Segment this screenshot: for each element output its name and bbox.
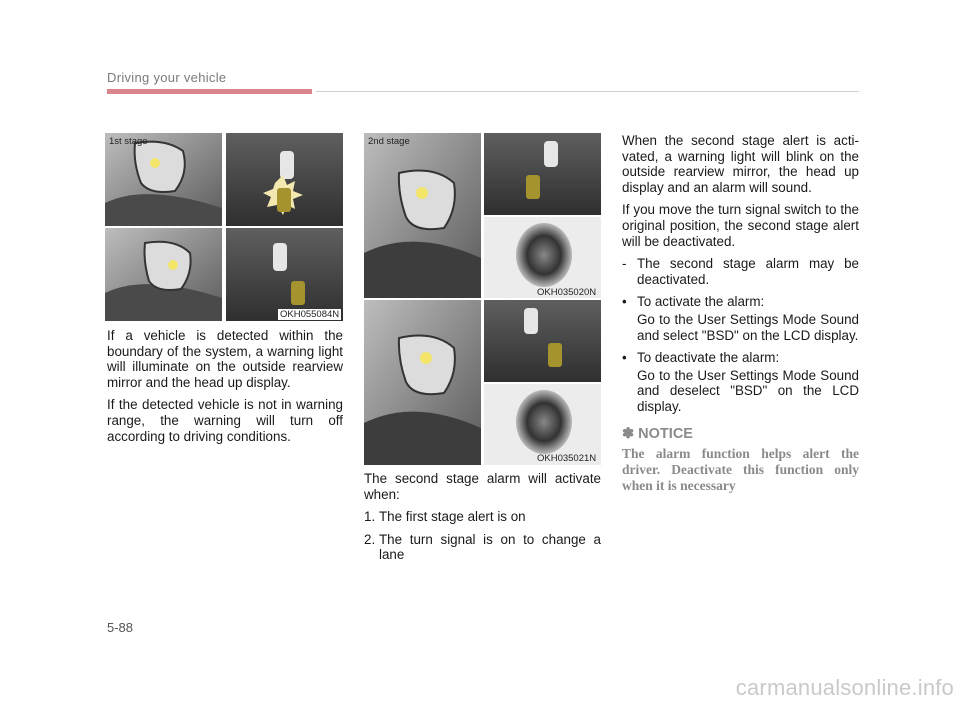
column-3-text <box>622 133 859 501</box>
warning-light-icon <box>150 158 160 168</box>
figure2-code-bottom: OKH035021N <box>537 453 597 464</box>
section-accent-bar <box>107 89 312 94</box>
list-item-second <box>364 532 601 563</box>
dash-item-text: The second stage alarm may be deactivated. <box>637 256 859 287</box>
warning-light-stage2-b-icon <box>420 352 432 364</box>
paragraph-turn-signal: If you move the turn signal switch to the original position, the second stage alert will be deactivated. <box>622 202 859 249</box>
paragraph-second-stage-activated: When the second stage alert is activated, a warning light will blink on the outside rearview mirror, the head up display and an alarm will sound. <box>622 133 859 195</box>
figure-second-stage <box>364 133 601 465</box>
paragraph-not-in-range: If the detected vehicle is not in warning range, the warning will turn off according to driving conditions. <box>107 397 343 444</box>
deactivate-label: To deactivate the alarm: <box>637 350 780 366</box>
column-1-text <box>107 328 343 451</box>
paragraph-second-stage-when: The second stage alarm will activate when: <box>364 471 601 502</box>
bullet-marker-1: • <box>622 294 627 310</box>
side-mirror-stage2 <box>399 171 455 230</box>
notice-title: ✽ NOTICE <box>622 425 693 442</box>
bullet-activate <box>622 294 859 310</box>
bullet-marker-2: • <box>622 350 627 366</box>
side-mirror-stage2-b <box>399 336 455 395</box>
detected-car-stage2-b <box>548 343 562 367</box>
figure1-stage-label: 1st stage <box>109 136 148 147</box>
list-item-first <box>364 509 601 525</box>
figure2-code-top: OKH035020N <box>537 287 597 298</box>
list-item-second-text: The turn signal is on to change a lane <box>379 531 601 563</box>
own-car-shape <box>280 151 294 179</box>
column-2-text <box>364 471 601 570</box>
activate-label: To activate the alarm: <box>637 294 765 310</box>
overhead-panel-bottom <box>226 228 343 321</box>
list-item-first-text: The first stage alert is on <box>379 509 526 525</box>
warning-light-icon-2 <box>168 260 178 270</box>
dash-item <box>622 256 859 287</box>
paragraph-detected: If a vehicle is detected within the boundary of the system, a warning light will illuminate on the outside rearview mirror and the head up display. <box>107 328 343 390</box>
figure2-stage-label: 2nd stage <box>368 136 410 147</box>
second-stage-illustration <box>364 133 601 465</box>
first-stage-illustration <box>105 133 343 321</box>
own-car-stage2-b <box>524 308 538 334</box>
list-marker-1: 1. <box>364 509 376 525</box>
list-marker-2: 2. <box>364 531 376 547</box>
figure-first-stage <box>105 133 343 321</box>
dash-marker: - <box>622 256 627 272</box>
activate-instructions: Go to the User Settings Mode Sound and select "BSD" on the LCD display. <box>637 311 859 343</box>
warning-light-stage2-icon <box>416 187 428 199</box>
overhead-stage2-top <box>484 133 601 215</box>
detected-car-shape <box>277 188 291 212</box>
detected-car-stage2 <box>526 175 540 199</box>
detected-car-shape-2 <box>291 281 305 305</box>
own-car-stage2 <box>544 141 558 167</box>
header-divider <box>316 91 859 92</box>
section-title: Driving your vehicle <box>107 70 227 85</box>
side-mirror-shape-2 <box>145 242 191 290</box>
bullet-deactivate <box>622 350 859 366</box>
speaker-icon <box>516 223 572 287</box>
notice-text: The alarm function helps alert the driver. Deactivate this function only when it is necessary <box>622 446 859 494</box>
side-mirror-shape <box>135 142 185 192</box>
overhead-stage2-bottom <box>484 300 601 382</box>
own-car-shape-2 <box>273 243 287 271</box>
page-number: 5-88 <box>107 620 134 635</box>
figure1-code: OKH055084N <box>280 309 340 320</box>
watermark: carmanualsonline.info <box>735 675 954 700</box>
deactivate-instructions: Go to the User Settings Mode Sound and deselect "BSD" on the LCD display. <box>637 367 859 414</box>
speaker-icon-2 <box>516 390 572 454</box>
